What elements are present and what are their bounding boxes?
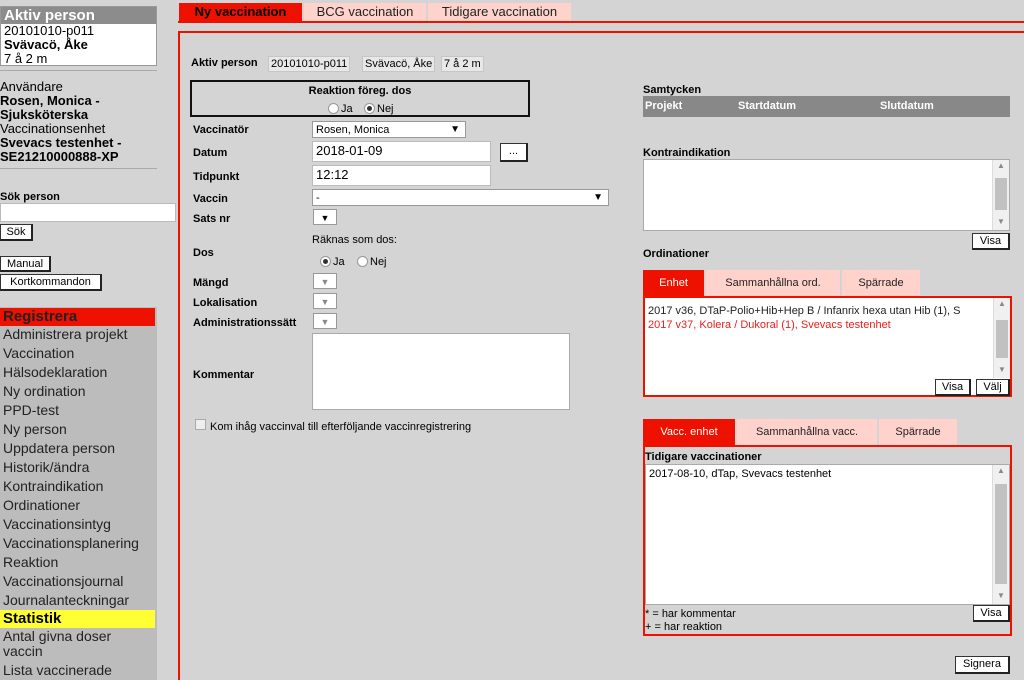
order-row[interactable]	[648, 318, 891, 332]
admin-select[interactable]: ▼	[313, 313, 337, 329]
vaccinator-label: Vaccinatör	[193, 124, 249, 136]
unit-label: Vaccinationsenhet	[0, 121, 106, 136]
menu-item-ppd-test[interactable]: PPD-test	[3, 402, 60, 418]
previous-row[interactable]: 2017-08-10, dTap, Svevacs testenhet	[649, 468, 832, 480]
consent-title: Samtycken	[643, 84, 702, 96]
sidebar-menu	[0, 307, 157, 680]
menu-item-vaccination[interactable]: Vaccination	[3, 345, 75, 361]
scrollbar[interactable]	[992, 160, 1009, 230]
menu-item-ny-person[interactable]: Ny person	[3, 421, 67, 437]
form-active-label: Aktiv person	[191, 57, 258, 69]
reaction-yes-option[interactable]	[328, 100, 353, 115]
menu-item-historik[interactable]: Historik/ändra	[3, 459, 90, 475]
form-active-id: 20101010-p011	[268, 56, 350, 72]
amount-label: Mängd	[193, 277, 229, 289]
orders-show-button[interactable]: Visa	[935, 379, 971, 396]
scroll-up-icon[interactable]: ▲	[997, 466, 1005, 475]
user-role: Sjuksköterska	[0, 107, 89, 122]
prev-tab-sparrade[interactable]: Spärrade	[879, 419, 957, 445]
dose-no-radio[interactable]	[357, 256, 368, 267]
reaction-box	[190, 80, 530, 117]
previous-show-button[interactable]: Visa	[973, 605, 1010, 622]
active-person-id: 20101010-p011	[4, 23, 95, 38]
previous-title: Tidigare vaccinationer	[645, 451, 762, 463]
contraindication-show-button[interactable]: Visa	[972, 233, 1010, 250]
dose-no-option[interactable]	[357, 253, 387, 268]
form-active-name: Svävacö, Åke	[362, 56, 435, 72]
comment-textarea[interactable]	[312, 333, 570, 410]
menu-item-ordinationer[interactable]: Ordinationer	[3, 497, 81, 513]
menu-item-antal-doser[interactable]: Antal givna doser vaccin	[3, 628, 112, 659]
batch-select[interactable]: ▼	[313, 209, 337, 225]
search-button[interactable]: Sök	[0, 224, 33, 241]
date-label: Datum	[193, 147, 228, 159]
menu-section-registrera[interactable]: Registrera	[0, 308, 155, 326]
active-person-header: Aktiv person	[1, 7, 156, 24]
contraindication-list	[643, 159, 1010, 231]
sign-button[interactable]: Signera	[955, 656, 1010, 674]
previous-panel	[643, 445, 1012, 636]
chevron-down-icon: ▼	[450, 124, 460, 135]
vaccine-value: -	[316, 192, 320, 204]
menu-item-vaccinationsintyg[interactable]: Vaccinationsintyg	[3, 516, 111, 532]
menu-item-lista-vaccinerade[interactable]: Lista vaccinerade	[3, 662, 112, 678]
scroll-thumb[interactable]	[995, 178, 1007, 210]
date-input[interactable]: 2018-01-09	[312, 141, 491, 162]
admin-label: Administrationssätt	[193, 317, 297, 329]
menu-item-admin-projekt[interactable]: Administrera projekt	[3, 326, 128, 342]
location-select[interactable]: ▼	[313, 293, 337, 309]
time-input[interactable]: 12:12	[312, 165, 491, 186]
menu-item-ny-ordination[interactable]: Ny ordination	[3, 383, 86, 399]
orders-tab-sammanhallna[interactable]: Sammanhållna ord.	[706, 270, 840, 296]
reaction-yes-radio[interactable]	[328, 103, 339, 114]
location-label: Lokalisation	[193, 297, 258, 309]
menu-item-journalanteckningar[interactable]: Journalanteckningar	[3, 592, 130, 608]
consent-table-header	[643, 96, 1010, 117]
menu-item-uppdatera-person[interactable]: Uppdatera person	[3, 440, 116, 456]
order-row-text: 2017 v37, Kolera / Dukoral (1), Svevacs testenhet	[648, 319, 891, 331]
remember-label: Kom ihåg vaccinval till efterföljande vaccinregistrering	[210, 421, 472, 433]
divider	[0, 70, 157, 71]
time-label: Tidpunkt	[193, 171, 240, 183]
divider	[0, 168, 157, 169]
consent-col-start: Startdatum	[738, 100, 797, 112]
orders-tab-sparrade[interactable]: Spärrade	[842, 270, 920, 296]
unit-name: Svevacs testenhet -	[0, 135, 122, 150]
active-person-name: Svävacö, Åke	[4, 37, 88, 52]
reaction-yes-label: Ja	[341, 102, 353, 115]
reaction-no-radio[interactable]	[364, 103, 375, 114]
amount-select[interactable]: ▼	[313, 273, 337, 289]
prev-tab-vacc-enhet[interactable]: Vacc. enhet	[643, 419, 735, 445]
dose-no-label: Nej	[370, 255, 387, 268]
form-active-age: 7 å 2 m	[441, 56, 484, 72]
manual-button[interactable]: Manual	[0, 256, 51, 272]
unit-id: SE21210000888-XP	[0, 149, 119, 164]
tab-bcg-vaccination[interactable]: BCG vaccination	[304, 3, 426, 21]
scrollbar[interactable]	[992, 465, 1009, 604]
consent-col-end: Slutdatum	[880, 100, 934, 112]
user-label: Användare	[0, 79, 63, 94]
orders-choose-button[interactable]: Välj	[976, 379, 1010, 396]
orders-tab-enhet[interactable]: Enhet	[643, 270, 704, 296]
vaccine-label: Vaccin	[193, 193, 228, 205]
menu-item-vaccinationsplanering[interactable]: Vaccinationsplanering	[3, 535, 139, 551]
scroll-down-icon[interactable]: ▼	[998, 365, 1006, 374]
order-row-text: 2017 v36, DTaP-Polio+Hib+Hep B / Infanrix hexa utan Hib (1), S	[648, 305, 961, 317]
vaccinator-select[interactable]	[312, 121, 466, 138]
reaction-no-label: Nej	[377, 102, 394, 115]
dose-yes-radio[interactable]	[320, 256, 331, 267]
tab-tidigare-vaccination[interactable]: Tidigare vaccination	[428, 3, 571, 21]
previous-list	[645, 464, 1010, 605]
menu-item-reaktion[interactable]: Reaktion	[3, 554, 59, 570]
remember-checkbox[interactable]	[195, 419, 206, 430]
user-name: Rosen, Monica -	[0, 93, 100, 108]
dose-yes-option[interactable]	[320, 253, 345, 268]
active-person-card	[0, 6, 157, 66]
scroll-up-icon[interactable]: ▲	[997, 161, 1005, 170]
batch-label: Sats nr	[193, 213, 231, 225]
dose-label: Dos	[193, 247, 214, 259]
menu-item-kontraindikation[interactable]: Kontraindikation	[3, 478, 104, 494]
vaccine-select[interactable]	[312, 189, 609, 206]
comment-label: Kommentar	[193, 369, 255, 381]
legend-comment: * = har kommentar	[645, 608, 736, 620]
scroll-thumb[interactable]	[995, 484, 1007, 584]
dose-counts-label: Räknas som dos:	[312, 234, 397, 246]
shortcuts-button[interactable]: Kortkommandon	[0, 274, 102, 291]
tab-ny-vaccination[interactable]: Ny vaccination	[179, 3, 302, 21]
menu-item-halsodeklaration[interactable]: Hälsodeklaration	[3, 364, 108, 380]
scroll-down-icon[interactable]: ▼	[997, 217, 1005, 226]
order-row[interactable]	[648, 304, 993, 318]
search-label: Sök person	[0, 191, 60, 203]
chevron-down-icon: ▼	[593, 192, 603, 203]
prev-tab-sammanhallna[interactable]: Sammanhållna vacc.	[737, 419, 877, 445]
legend-reaction: + = har reaktion	[645, 621, 723, 633]
contraindication-title: Kontraindikation	[643, 147, 731, 159]
reaction-no-option[interactable]	[364, 100, 394, 115]
search-input[interactable]	[0, 203, 176, 222]
active-person-age: 7 å 2 m	[4, 51, 48, 66]
reaction-title: Reaktion föreg. dos	[308, 85, 412, 97]
vaccinator-value: Rosen, Monica	[316, 124, 390, 136]
tab-underline	[178, 21, 1024, 23]
menu-item-vaccinationsjournal[interactable]: Vaccinationsjournal	[3, 573, 124, 589]
orders-title: Ordinationer	[643, 248, 710, 260]
menu-section-statistik[interactable]: Statistik	[0, 610, 155, 628]
consent-col-project: Projekt	[645, 100, 683, 112]
date-picker-button[interactable]: ...	[500, 143, 528, 162]
scroll-down-icon[interactable]: ▼	[997, 591, 1005, 600]
dose-yes-label: Ja	[333, 255, 345, 268]
scroll-thumb[interactable]	[996, 320, 1008, 358]
scroll-up-icon[interactable]: ▲	[998, 299, 1006, 308]
scrollbar[interactable]	[993, 298, 1010, 378]
